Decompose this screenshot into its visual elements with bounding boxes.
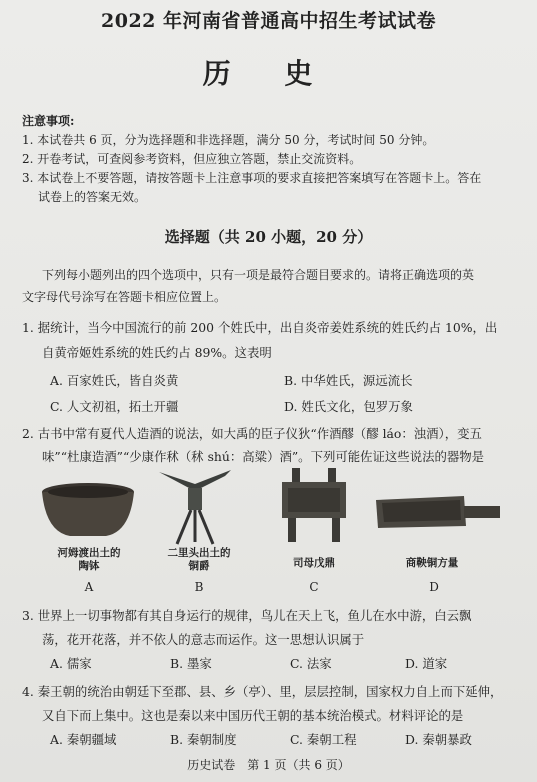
question-2-stem: 味”“杜康造酒”“少康作秫（秫 shú：高粱）酒”。下列可能佐证这些说法的器物是 — [42, 449, 485, 464]
note-item: 2. 开卷考试，可查阅参考资料，但应独立答题，禁止交流资料。 — [22, 152, 362, 166]
note-item: 3. 本试卷上不要答题，请按答题卡上注意事项的要求直接把答案填写在答题卡上。答在 — [22, 171, 482, 185]
question-1-stem: 1. 据统计，当今中国流行的前 200 个姓氏中，出自炎帝姜姓系统的姓氏约占 10%，出 — [22, 320, 498, 335]
question-1-stem: 自黄帝姬姓系统的姓氏约占 89%。这表明 — [42, 345, 272, 360]
option-a[interactable]: A — [84, 580, 94, 594]
page-footer: 历史试卷 第 1 页（共 6 页） — [187, 758, 350, 772]
subject-title: 历 史 — [202, 57, 335, 90]
option-b[interactable]: B. 中华姓氏，源远流长 — [284, 373, 413, 388]
section-instruction: 文字母代号涂写在答题卡相应位置上。 — [22, 290, 227, 304]
option-a[interactable]: A. 百家姓氏，皆自炎黄 — [50, 373, 179, 388]
option-a[interactable]: A. 儒家 — [50, 656, 92, 671]
exam-title: 2022 年河南省普通高中招生考试试卷 — [101, 10, 436, 32]
section-heading: 选择题（共 20 小题，20 分） — [164, 228, 373, 246]
option-c[interactable]: C. 秦朝工程 — [290, 732, 357, 747]
option-b[interactable]: B — [194, 580, 204, 594]
artifact-a-caption: 河姆渡出土的陶钵 — [57, 547, 121, 572]
option-d[interactable]: D. 秦朝暴政 — [405, 732, 472, 747]
note-item: 1. 本试卷共 6 页，分为选择题和非选择题，满分 50 分，考试时间 50 分钟。 — [22, 133, 435, 147]
question-3-stem: 3. 世界上一切事物都有其自身运行的规律，鸟儿在天上飞，鱼儿在水中游，白云飘 — [22, 608, 472, 623]
notes-heading: 注意事项: — [22, 114, 75, 128]
bronze-ding-image — [278, 468, 350, 544]
artifact-d-caption: 商鞅铜方量 — [405, 557, 459, 569]
section-instruction: 下列每小题列出的四个选项中，只有一项是最符合题目要求的。请将正确选项的英 — [42, 268, 475, 282]
option-d[interactable]: D. 姓氏文化，包罗万象 — [284, 399, 413, 414]
option-b[interactable]: B. 墨家 — [170, 656, 212, 671]
question-4-stem: 4. 秦王朝的统治由朝廷下至郡、县、乡（亭）、里，层层控制，国家权力自上而下延伸， — [22, 684, 503, 699]
note-item: 试卷上的答案无效。 — [38, 190, 147, 204]
artifact-c-caption: 司母戊鼎 — [293, 557, 335, 569]
option-c[interactable]: C. 法家 — [290, 656, 332, 671]
option-d[interactable]: D — [429, 580, 439, 594]
option-c[interactable]: C — [309, 580, 319, 594]
option-b[interactable]: B. 秦朝制度 — [170, 732, 237, 747]
bronze-jue-image — [155, 464, 235, 546]
question-3-stem: 荡，花开花落，并不依人的意志而运作。这一思想认识属于 — [42, 632, 365, 647]
question-2-stem: 2. 古书中常有夏代人造酒的说法，如大禹的臣子仪狄“作酒醪（醪 láo：浊酒），变五 — [22, 426, 482, 441]
bronze-measure-image — [374, 494, 502, 530]
question-4-stem: 又自下而上集中。这也是秦以来中国历代王朝的基本统治模式。材料评论的是 — [42, 708, 464, 723]
option-c[interactable]: C. 人文初祖，拓土开疆 — [50, 399, 179, 414]
pottery-bowl-image — [40, 480, 136, 540]
artifact-b-caption: 二里头出土的铜爵 — [167, 547, 231, 572]
option-a[interactable]: A. 秦朝疆域 — [50, 732, 117, 747]
option-d[interactable]: D. 道家 — [405, 656, 448, 671]
